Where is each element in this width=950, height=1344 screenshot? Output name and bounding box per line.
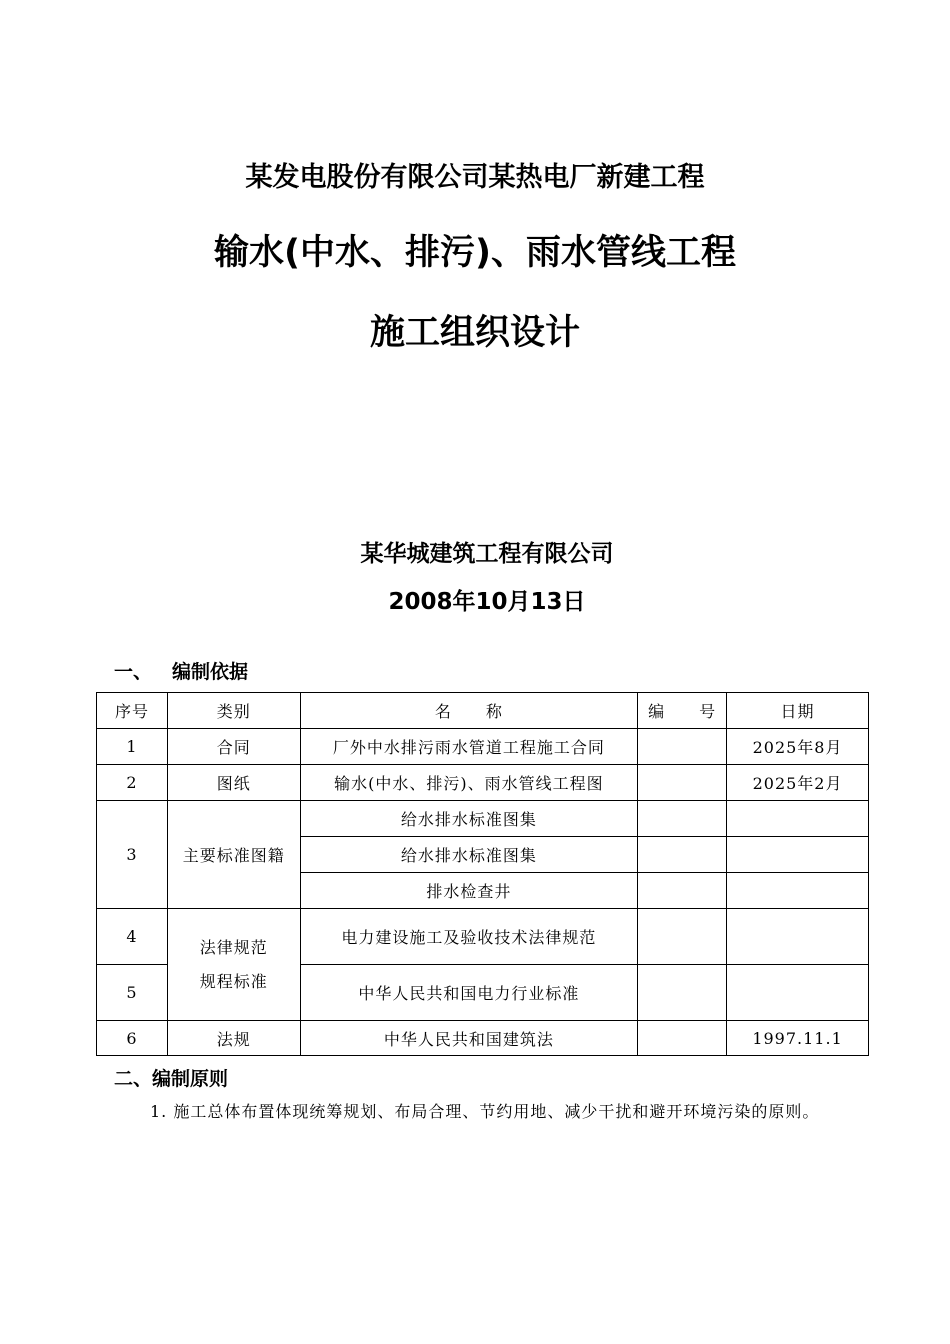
table-row — [97, 1021, 869, 1056]
table-row — [97, 801, 869, 837]
cell-name: 电力建设施工及验收技术法律规范 — [300, 909, 637, 965]
cell-code — [638, 965, 727, 1021]
cell-seq: 3 — [97, 801, 168, 909]
header-code: 编 号 — [638, 693, 727, 729]
cell-name: 厂外中水排污雨水管道工程施工合同 — [300, 729, 637, 765]
category-line: 规程标准 — [199, 971, 268, 991]
principle-paragraph: 1. 施工总体布置体现统筹规划、布局合理、节约用地、减少干扰和避开环境污染的原则。 — [150, 1102, 820, 1121]
table-row — [97, 765, 869, 801]
cell-seq: 4 — [97, 909, 168, 965]
header-date: 日期 — [727, 693, 869, 729]
table-header-row — [97, 693, 869, 729]
cell-date — [727, 909, 869, 965]
header-seq: 序号 — [97, 693, 168, 729]
table-row — [97, 729, 869, 765]
cell-code — [638, 837, 727, 873]
section-heading-basis — [114, 657, 248, 684]
cell-name: 输水(中水、排污)、雨水管线工程图 — [300, 765, 637, 801]
header-category: 类别 — [167, 693, 300, 729]
company-name: 某华城建筑工程有限公司 — [360, 541, 614, 567]
cell-category: 图纸 — [167, 765, 300, 801]
cell-name: 给水排水标准图集 — [300, 801, 637, 837]
document-date: 2008年10月13日 — [388, 589, 586, 615]
basis-table — [96, 692, 869, 1056]
cell-code — [638, 765, 727, 801]
cell-category-merged — [167, 909, 300, 1021]
cell-name: 给水排水标准图集 — [300, 837, 637, 873]
cell-seq: 5 — [97, 965, 168, 1021]
cell-seq: 2 — [97, 765, 168, 801]
section-number: 一、 — [114, 661, 153, 683]
cell-category: 合同 — [167, 729, 300, 765]
cell-date: 2025年2月 — [727, 765, 869, 801]
cell-date: 1997.11.1 — [727, 1021, 869, 1056]
document-title: 施工组织设计 — [369, 313, 580, 353]
subproject-title: 输水(中水、排污)、雨水管线工程 — [214, 233, 736, 273]
cell-date — [727, 965, 869, 1021]
cell-code — [638, 729, 727, 765]
cell-date — [727, 837, 869, 873]
cell-code — [638, 873, 727, 909]
cell-date — [727, 873, 869, 909]
cell-code — [638, 909, 727, 965]
project-title: 某发电股份有限公司某热电厂新建工程 — [245, 162, 705, 193]
cell-name: 排水检查井 — [300, 873, 637, 909]
cell-category: 主要标准图籍 — [167, 801, 300, 909]
header-name: 名 称 — [300, 693, 637, 729]
cell-date: 2025年8月 — [727, 729, 869, 765]
category-line: 法律规范 — [199, 937, 268, 957]
cell-seq: 1 — [97, 729, 168, 765]
cell-name: 中华人民共和国电力行业标准 — [300, 965, 637, 1021]
section-title: 编制依据 — [172, 661, 249, 683]
cell-name: 中华人民共和国建筑法 — [300, 1021, 637, 1056]
table-row — [97, 909, 869, 965]
cell-code — [638, 801, 727, 837]
cell-code — [638, 1021, 727, 1056]
section-heading-principles: 二、编制原则 — [114, 1068, 229, 1090]
cell-seq: 6 — [97, 1021, 168, 1056]
cell-date — [727, 801, 869, 837]
cell-category: 法规 — [167, 1021, 300, 1056]
